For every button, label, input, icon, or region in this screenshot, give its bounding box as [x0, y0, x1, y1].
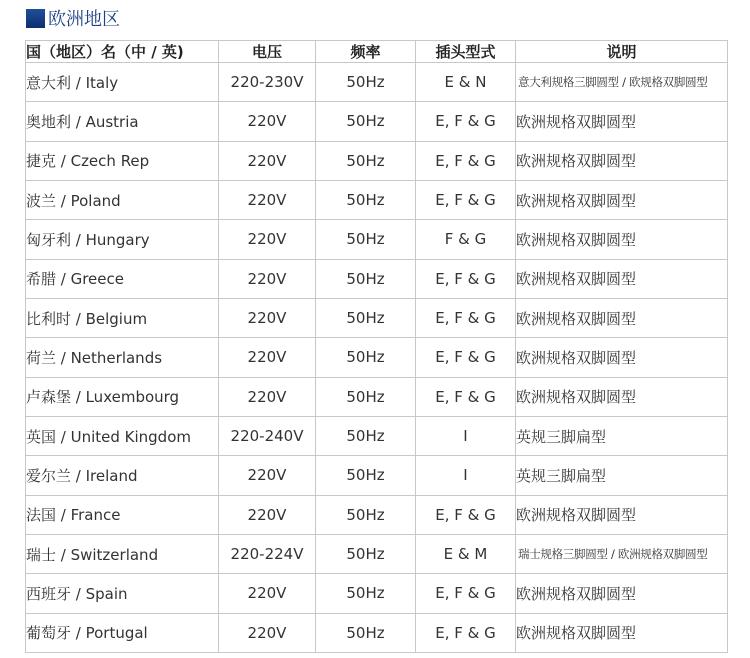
- cell-description: 欧洲规格双脚圆型: [516, 141, 728, 180]
- cell-voltage: 220V: [219, 141, 316, 180]
- cell-country: 法国 / France: [26, 495, 219, 534]
- cell-description: 欧洲规格双脚圆型: [516, 613, 728, 652]
- cell-voltage: 220V: [219, 574, 316, 613]
- cell-country: 匈牙利 / Hungary: [26, 220, 219, 259]
- table-row: [26, 574, 728, 613]
- cell-plug-type: E & N: [416, 63, 516, 102]
- cell-description: 意大利规格三脚圆型 / 欧规格双脚圆型: [516, 63, 728, 102]
- cell-country: 英国 / United Kingdom: [26, 416, 219, 455]
- cell-voltage: 220V: [219, 495, 316, 534]
- cell-country: 奥地利 / Austria: [26, 102, 219, 141]
- cell-country: 瑞士 / Switzerland: [26, 534, 219, 573]
- cell-voltage: 220V: [219, 456, 316, 495]
- cell-frequency: 50Hz: [316, 259, 416, 298]
- cell-frequency: 50Hz: [316, 63, 416, 102]
- cell-voltage: 220V: [219, 102, 316, 141]
- cell-description: 瑞士规格三脚圆型 / 欧洲规格双脚圆型: [516, 534, 728, 573]
- table-row: [26, 102, 728, 141]
- cell-frequency: 50Hz: [316, 338, 416, 377]
- cell-description: 欧洲规格双脚圆型: [516, 338, 728, 377]
- cell-description: 英规三脚扁型: [516, 416, 728, 455]
- table-header-row: [26, 41, 728, 63]
- cell-description: 欧洲规格双脚圆型: [516, 259, 728, 298]
- cell-plug-type: E, F & G: [416, 495, 516, 534]
- cell-description: 欧洲规格双脚圆型: [516, 298, 728, 337]
- cell-description: 欧洲规格双脚圆型: [516, 377, 728, 416]
- cell-voltage: 220V: [219, 259, 316, 298]
- cell-country: 捷克 / Czech Rep: [26, 141, 219, 180]
- cell-plug-type: E, F & G: [416, 338, 516, 377]
- cell-country: 西班牙 / Spain: [26, 574, 219, 613]
- table-row: [26, 298, 728, 337]
- table-row: [26, 377, 728, 416]
- cell-plug-type: F & G: [416, 220, 516, 259]
- cell-plug-type: E, F & G: [416, 298, 516, 337]
- cell-frequency: 50Hz: [316, 220, 416, 259]
- cell-plug-type: E, F & G: [416, 613, 516, 652]
- column-header-description: 说明: [516, 41, 728, 63]
- cell-plug-type: E, F & G: [416, 102, 516, 141]
- section-title: 欧洲地区: [48, 9, 120, 30]
- cell-frequency: 50Hz: [316, 456, 416, 495]
- table-row: [26, 141, 728, 180]
- table-row: [26, 220, 728, 259]
- table-row: [26, 63, 728, 102]
- cell-voltage: 220V: [219, 613, 316, 652]
- cell-voltage: 220V: [219, 180, 316, 219]
- cell-frequency: 50Hz: [316, 416, 416, 455]
- cell-plug-type: E, F & G: [416, 141, 516, 180]
- cell-frequency: 50Hz: [316, 613, 416, 652]
- cell-frequency: 50Hz: [316, 180, 416, 219]
- column-header-plug-type: 插头型式: [416, 41, 516, 63]
- cell-country: 希腊 / Greece: [26, 259, 219, 298]
- cell-plug-type: E, F & G: [416, 180, 516, 219]
- column-header-frequency: 频率: [316, 41, 416, 63]
- cell-country: 荷兰 / Netherlands: [26, 338, 219, 377]
- cell-frequency: 50Hz: [316, 534, 416, 573]
- square-bullet-icon: [26, 9, 45, 28]
- cell-description: 欧洲规格双脚圆型: [516, 495, 728, 534]
- cell-plug-type: E, F & G: [416, 259, 516, 298]
- table-row: [26, 613, 728, 652]
- cell-frequency: 50Hz: [316, 377, 416, 416]
- cell-voltage: 220-224V: [219, 534, 316, 573]
- column-header-voltage: 电压: [219, 41, 316, 63]
- cell-plug-type: I: [416, 416, 516, 455]
- cell-frequency: 50Hz: [316, 574, 416, 613]
- cell-voltage: 220V: [219, 220, 316, 259]
- cell-plug-type: E, F & G: [416, 377, 516, 416]
- cell-country: 葡萄牙 / Portugal: [26, 613, 219, 652]
- cell-description: 欧洲规格双脚圆型: [516, 220, 728, 259]
- cell-frequency: 50Hz: [316, 141, 416, 180]
- cell-country: 比利时 / Belgium: [26, 298, 219, 337]
- cell-country: 波兰 / Poland: [26, 180, 219, 219]
- cell-frequency: 50Hz: [316, 102, 416, 141]
- table-row: [26, 495, 728, 534]
- cell-country: 卢森堡 / Luxembourg: [26, 377, 219, 416]
- table-row: [26, 456, 728, 495]
- cell-plug-type: E & M: [416, 534, 516, 573]
- table-row: [26, 259, 728, 298]
- cell-plug-type: E, F & G: [416, 574, 516, 613]
- cell-plug-type: I: [416, 456, 516, 495]
- cell-voltage: 220V: [219, 298, 316, 337]
- cell-voltage: 220V: [219, 338, 316, 377]
- section-header: [26, 5, 120, 31]
- cell-description: 欧洲规格双脚圆型: [516, 180, 728, 219]
- cell-frequency: 50Hz: [316, 298, 416, 337]
- table-row: [26, 180, 728, 219]
- cell-country: 爱尔兰 / Ireland: [26, 456, 219, 495]
- table-row: [26, 534, 728, 573]
- europe-power-table: [25, 40, 728, 653]
- cell-voltage: 220-230V: [219, 63, 316, 102]
- cell-voltage: 220V: [219, 377, 316, 416]
- table-row: [26, 338, 728, 377]
- cell-description: 英规三脚扁型: [516, 456, 728, 495]
- cell-voltage: 220-240V: [219, 416, 316, 455]
- table-row: [26, 416, 728, 455]
- cell-frequency: 50Hz: [316, 495, 416, 534]
- cell-description: 欧洲规格双脚圆型: [516, 102, 728, 141]
- cell-country: 意大利 / Italy: [26, 63, 219, 102]
- column-header-country: 国（地区）名（中 / 英): [26, 41, 219, 63]
- cell-description: 欧洲规格双脚圆型: [516, 574, 728, 613]
